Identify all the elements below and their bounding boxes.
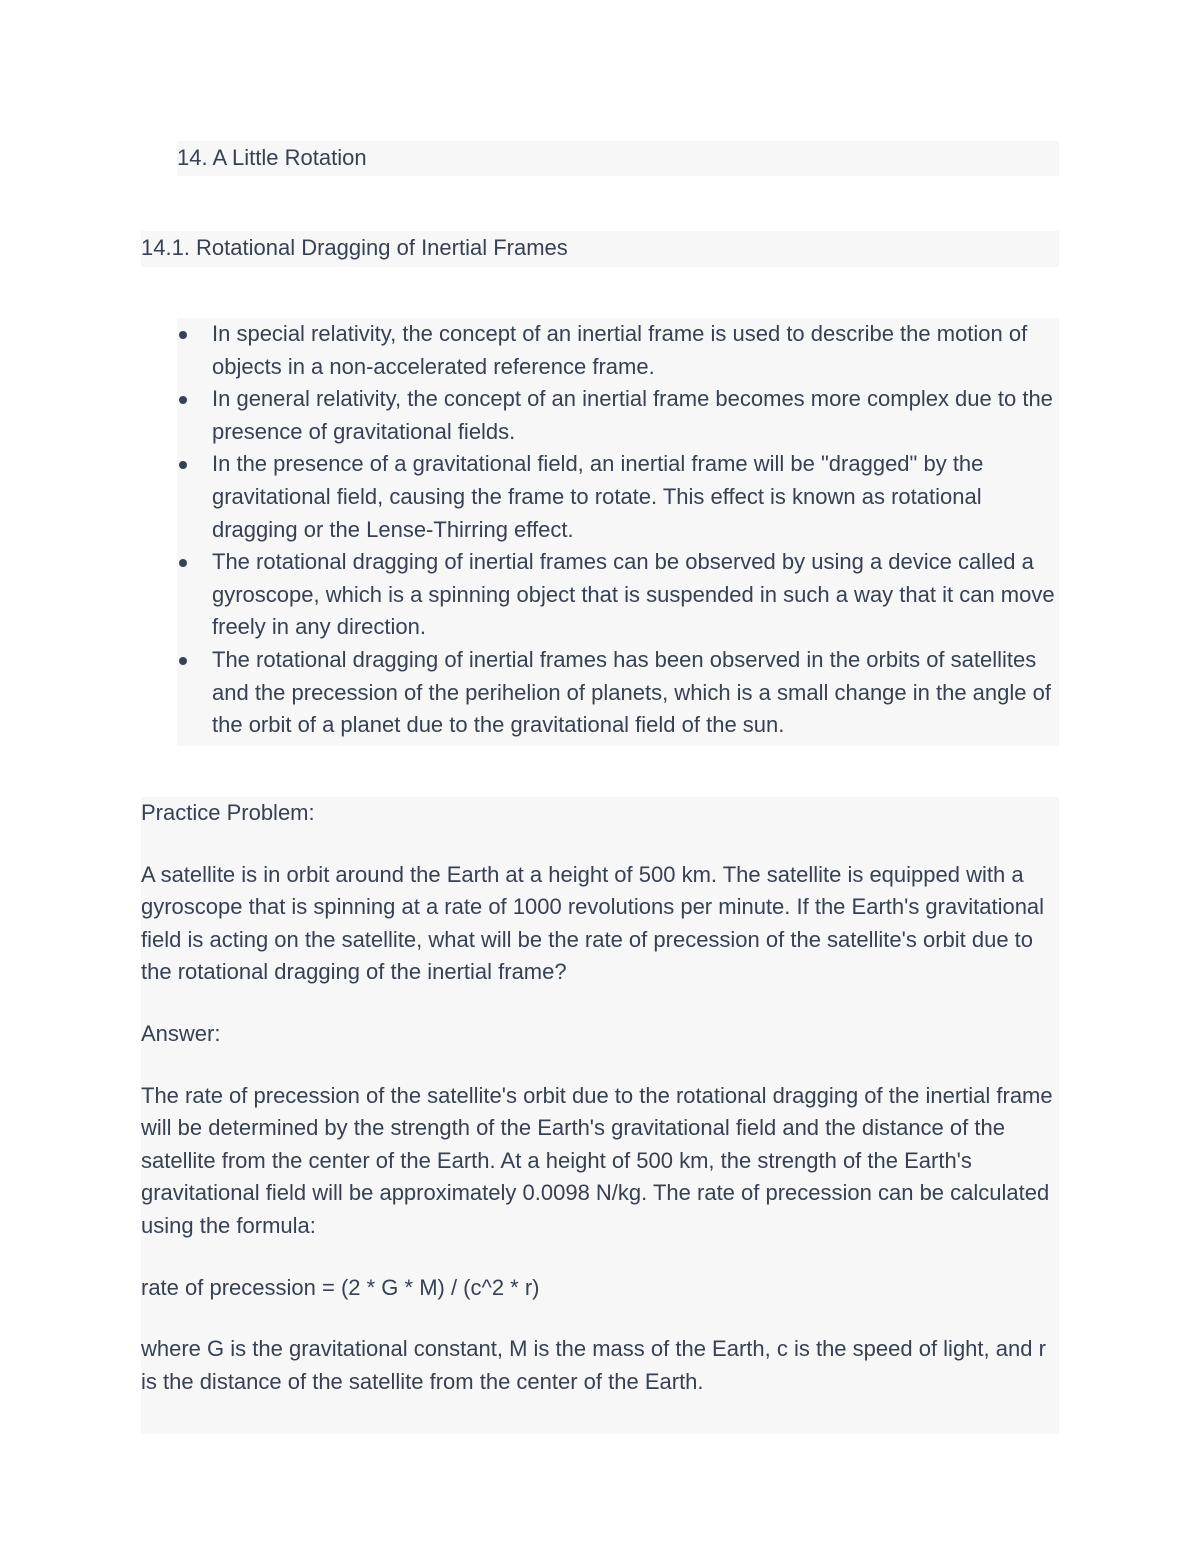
section-title: 14.1. Rotational Dragging of Inertial Frames	[141, 235, 568, 260]
section-heading-block	[141, 231, 1059, 267]
bullet-dot-icon	[179, 331, 187, 339]
practice-problem-question: A satellite is in orbit around the Earth at a height of 500 km. The satellite is equipped with a gyroscope that is spinning at a rate of 1000 revolutions per minute. If the Earth's gravitational field is acting on the satellite, what will be the rate of precession of the satellite's orbit due to the rotational dragging of the inertial frame?	[141, 861, 1045, 985]
list-item	[177, 644, 1059, 742]
chapter-heading-block	[177, 141, 1059, 176]
bullet-dot-icon	[179, 461, 187, 469]
formula: rate of precession = (2 * G * M) / (c^2 * r)	[141, 1274, 540, 1300]
practice-problem-block	[141, 797, 1059, 1434]
list-item-text: In general relativity, the concept of an inertial frame becomes more complex due to the presence of gravitational fields.	[212, 386, 1053, 444]
list-item	[177, 546, 1059, 644]
list-item	[177, 318, 1059, 383]
chapter-title: 14. A Little Rotation	[177, 145, 367, 170]
bullet-dot-icon	[179, 559, 187, 567]
formula-explanation: where G is the gravitational constant, M is the mass of the Earth, c is the speed of light, and r is the distance of the satellite from the center of the Earth.	[141, 1336, 1046, 1394]
list-item	[177, 383, 1059, 448]
answer-text: The rate of precession of the satellite's orbit due to the rotational dragging of the inertial frame will be determined by the strength of the Earth's gravitational field and the distance of the satellite from the center of the Earth. At a height of 500 km, the strength of the Earth's gravitational field will be approximately 0.0098 N/kg. The rate of precession can be calculated using the formula:	[141, 1082, 1053, 1238]
bullet-dot-icon	[179, 657, 187, 665]
bullet-dot-icon	[179, 396, 187, 404]
list-item-text: The rotational dragging of inertial frames can be observed by using a device called a gyroscope, which is a spinning object that is suspended in such a way that it can move freely in any direction.	[212, 549, 1055, 640]
answer-label: Answer:	[141, 1020, 221, 1046]
bullet-list-block	[177, 318, 1059, 746]
list-item	[177, 448, 1059, 546]
list-item-text: The rotational dragging of inertial frames has been observed in the orbits of satellites and the precession of the perihelion of planets, which is a small change in the angle of the orbit of a planet due to the gravitational field of the sun.	[212, 646, 1051, 738]
bullet-list	[177, 318, 1059, 742]
list-item-text: In special relativity, the concept of an inertial frame is used to describe the motion of objects in a non-accelerated reference frame.	[212, 321, 1028, 379]
list-item-text: In the presence of a gravitational field, an inertial frame will be "dragged" by the gravitational field, causing the frame to rotate. This effect is known as rotational dragging or the Lense-Thirring effect.	[212, 451, 984, 542]
practice-problem-label: Practice Problem:	[141, 800, 315, 825]
